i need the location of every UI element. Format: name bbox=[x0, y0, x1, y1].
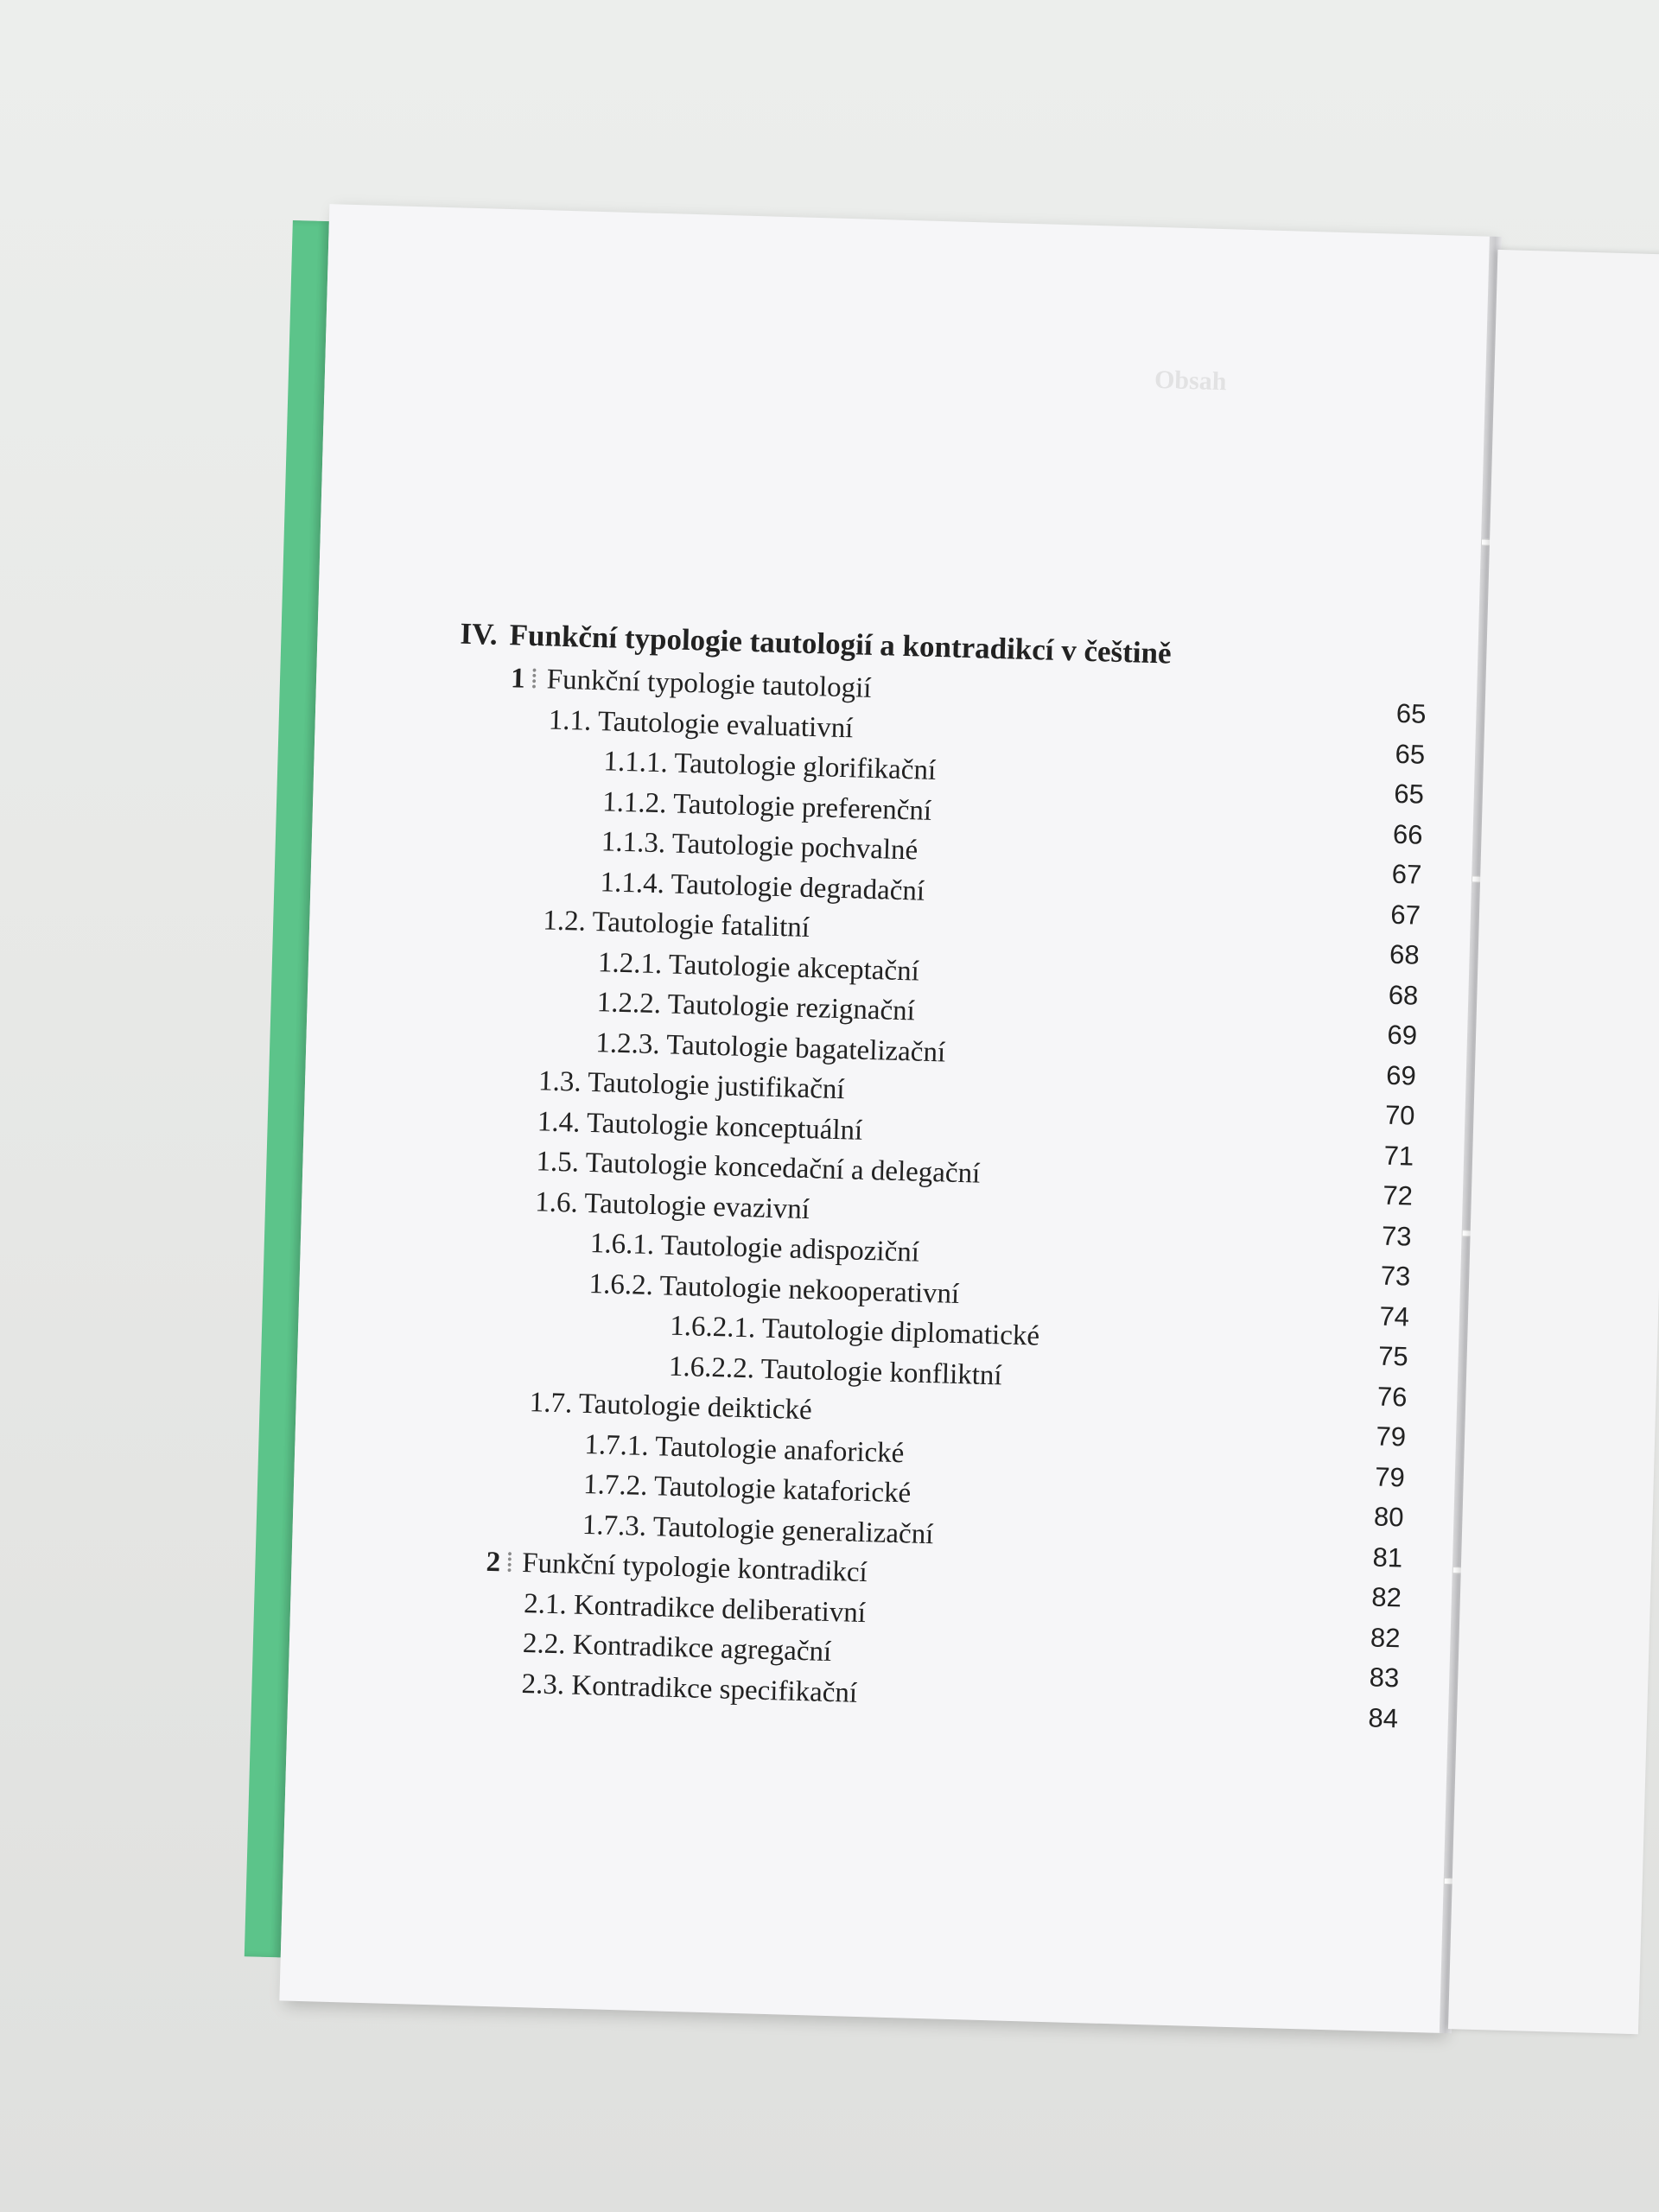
toc-entry-page: 65 bbox=[1395, 697, 1427, 729]
toc-entry-label: 1.2.3. Tautologie bagatelizační bbox=[594, 1027, 946, 1068]
toc-entry-label: 1.6.1. Tautologie adispoziční bbox=[589, 1228, 920, 1268]
table-of-contents bbox=[430, 614, 1428, 1733]
toc-entry-label: Funkční typologie kontradikcí bbox=[521, 1548, 868, 1589]
toc-entry-page: 66 bbox=[1392, 818, 1424, 850]
toc-entry-label: 1.7.3. Tautologie generalizační bbox=[582, 1509, 934, 1550]
chapter-number: 2 ⁞ bbox=[486, 1546, 514, 1579]
toc-entry-label: 1.1.4. Tautologie degradační bbox=[600, 866, 925, 907]
toc-entry-page: 71 bbox=[1383, 1140, 1414, 1172]
toc-entry-page: 70 bbox=[1384, 1099, 1415, 1131]
section-roman-numeral: IV. bbox=[460, 616, 499, 652]
toc-entry-page: 69 bbox=[1387, 1019, 1418, 1051]
open-book bbox=[242, 186, 1659, 2085]
toc-entry-label: 1.6.2.1. Tautologie diplomatické bbox=[669, 1310, 1040, 1352]
toc-entry-page: 73 bbox=[1381, 1220, 1413, 1252]
toc-entry-label: 1.5. Tautologie koncedační a delegační bbox=[536, 1146, 981, 1190]
toc-entry-label: 1.7.2. Tautologie kataforické bbox=[582, 1468, 912, 1510]
toc-entry-label: 1.3. Tautologie justifikační bbox=[537, 1065, 846, 1106]
section-title: Funkční typologie tautologií a kontradikcí v češtině bbox=[509, 618, 1173, 671]
toc-entry-page: 84 bbox=[1368, 1701, 1399, 1733]
toc-entry-label: 2.3. Kontradikce specifikační bbox=[521, 1668, 858, 1709]
toc-entry-label: 2.1. Kontradikce deliberativní bbox=[523, 1587, 867, 1629]
toc-entry-label: 1.6.2.2. Tautologie konfliktní bbox=[668, 1351, 1003, 1391]
toc-entry-label: 1.2.1. Tautologie akceptační bbox=[597, 946, 920, 988]
toc-entry-page: 82 bbox=[1370, 1581, 1402, 1613]
toc-entry-label: 1.1.3. Tautologie pochvalné bbox=[601, 826, 918, 867]
toc-entry-label: 1.7.1. Tautologie anaforické bbox=[583, 1428, 905, 1469]
toc-entry-label: 1.4. Tautologie konceptuální bbox=[537, 1105, 863, 1147]
toc-entry-page: 79 bbox=[1376, 1421, 1407, 1452]
toc-entry-page: 79 bbox=[1374, 1461, 1406, 1492]
toc-entry-page: 67 bbox=[1389, 899, 1421, 931]
toc-entry-page: 76 bbox=[1376, 1381, 1408, 1413]
toc-entry-page: 82 bbox=[1370, 1621, 1402, 1653]
toc-entry-page: 68 bbox=[1388, 979, 1419, 1011]
toc-entry-page: 67 bbox=[1391, 858, 1422, 890]
toc-entry-page: 68 bbox=[1389, 938, 1421, 970]
toc-entry-label: Funkční typologie tautologií bbox=[546, 664, 873, 704]
toc-entry-page: 72 bbox=[1382, 1179, 1414, 1211]
toc-entry-page: 75 bbox=[1377, 1340, 1409, 1372]
toc-entry-label: 2.2. Kontradikce agregační bbox=[522, 1628, 832, 1669]
left-page bbox=[279, 204, 1491, 2033]
toc-entry-page: 83 bbox=[1369, 1662, 1400, 1694]
toc-entry-page: 80 bbox=[1373, 1501, 1404, 1533]
toc-entry-label: 1.1. Tautologie evaluativní bbox=[548, 703, 854, 744]
toc-entry-label: 1.2.2. Tautologie rezignační bbox=[596, 987, 916, 1027]
toc-entry-page: 73 bbox=[1380, 1260, 1411, 1292]
toc-entry-label: 1.1.2. Tautologie preferenční bbox=[601, 785, 932, 827]
toc-entry-page: 69 bbox=[1385, 1059, 1417, 1091]
chapter-number: 1 ⁞ bbox=[510, 663, 539, 696]
toc-entry-page: 65 bbox=[1393, 778, 1425, 810]
toc-entry-label: 1.1.1. Tautologie glorifikační bbox=[603, 746, 937, 787]
toc-entry-label: 1.2. Tautologie fatalitní bbox=[542, 905, 810, 944]
toc-entry-label: 1.6.2. Tautologie nekooperativní bbox=[588, 1268, 960, 1310]
toc-entry-page: 81 bbox=[1372, 1541, 1403, 1573]
toc-entry-label: 1.6. Tautologie evazivní bbox=[534, 1185, 810, 1225]
show-through-header: Obsah bbox=[1154, 365, 1227, 397]
toc-entry-label: 1.7. Tautologie deiktické bbox=[529, 1387, 813, 1427]
toc-entry-page: 74 bbox=[1379, 1300, 1410, 1332]
toc-entry-page: 65 bbox=[1395, 738, 1426, 770]
